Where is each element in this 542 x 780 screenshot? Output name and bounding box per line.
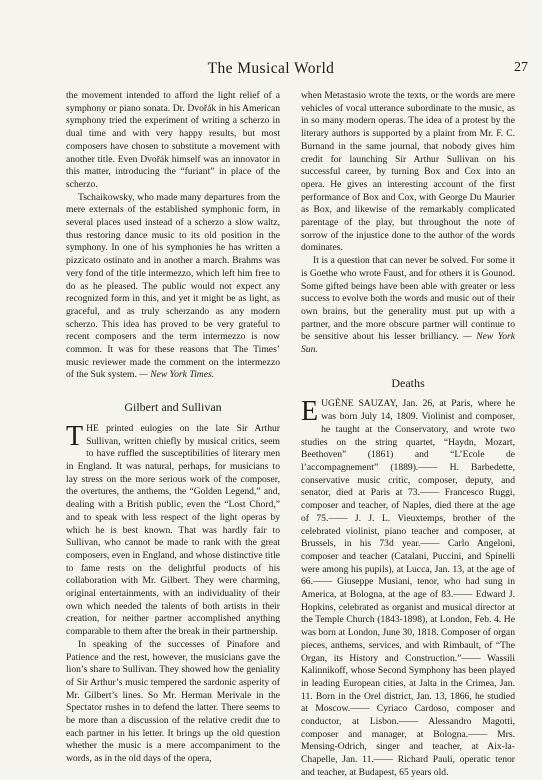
running-head — [0, 60, 542, 82]
paragraph-gs-4 — [301, 255, 515, 357]
paragraph-scherzo-2-text: Tschaikowsky, who made many departures from the mere externals of the established symphonic form, in several places used instead of a scherzo a slow waltz, thus restoring dance music to its old position in the symphony. In one of his symphonies he has written a pizzicato ostinato and in another a march. Brahms was very fond of the title intermezzo, which left him free to do as he pleased. The public would not expect any recognized form in this, and yet it might be as light, as graceful, and as truly scherzando as any modern scherzo. This idea has proved to be very grateful to recent composers and the term intermezzo is now common. It was for these reasons that The Times’ music reviewer made the comment on the intermezzo of the Suk system. — [66, 191, 280, 381]
paragraph-gs-4-text: It is a question that can never be solved. For some it is Goethe who wrote Faust, and for others it is Gounod. Some gifted beings have been able with greater or less success to evolve both the words and music out of their own brains, but the generality must put up with a partner, and the more obscure partner will continue to be sensitive about his lesser brilliancy. — [301, 255, 515, 343]
paragraph-scherzo-1: the movement intended to afford the light relief of a symphony or piano sonata. Dr. Dvořák in his American symphony tried the experiment of writing a scherzo in dual time and with very happy results, but most composers have chosen to substitute a movement with another title. Even Dvořák himself was an innovator in this matter, introducing the “furiant” in place of the scherzo. — [66, 90, 280, 190]
drop-cap-letter-deaths: E — [301, 396, 319, 428]
paragraph-gs-1-text: HE printed eulogies on the late Sir Arthur Sullivan, written chiefly by musical critics, seem to have ruffled the susceptibilities of literary men in England. It was natural, perhaps, for musicians to lay stress on the more serious work of the composer, the overtures, the anthems, the “Golden Legend,” and, dealing with a British public, even the “Lost Chord,” and to speak with less respect of the light operas by which he is best known. That was hardly fair to Sullivan, who cannot be made to rank with the great composers, even in England, and whose distinctive title to fame rests on the delightful products of his collaboration with Mr. Gilbert. They were charming, original entertainments, with an individuality of their own which needed the talents of both artists in their creation, for neither partner accomplished anything comparable to them after the break in their partnership. — [66, 422, 280, 638]
left-column — [66, 90, 280, 766]
section-heading-gilbert-sullivan: Gilbert and Sullivan — [124, 400, 222, 415]
section-heading-deaths: Deaths — [391, 375, 425, 390]
source-credit-nyt: — New York Times. — [139, 369, 215, 381]
source-credit-nysun: — New York Sun. — [301, 331, 515, 356]
running-title: The Musical World — [207, 60, 335, 77]
paragraph-gs-1 — [66, 420, 280, 639]
paragraph-gs-3: when Metastasio wrote the texts, or the words are mere vehicles of vocal utterance subordinate to the music, as in so many modern operas. The idea of a protest by the literary authors is supported by a plaint from Mr. F. C. Burnand in the same journal, that nobody gives him credit for launching Sir Arthur Sullivan on his successful career, by turning Box and Cox into an opera. He gives an interesting account of the first performance of Box and Cox, with George Du Maurier as Box, and likewise of the remarkably complicated parentage of the play, but throughout the note of sorrow of the injustice done to the author of the words dominates. — [301, 90, 515, 254]
drop-cap-letter: T — [66, 420, 84, 452]
paragraph-gs-2: In speaking of the successes of Pinafore and Patience and the rest, however, the musicians gave the lion’s share to Sullivan. They showed how the geniality of Sir Arthur’s music tempered the sardonic asperity of Mr. Gilbert’s lines. So Mr. Herman Merivale in the Spectator rushes in to defend the latter. There seems to be more than a discussion of the relative credit due to each partner in his letter. It brings up the old question whether the music is a mere accompaniment to the words, as in the old days of the opera, — [66, 638, 280, 765]
paragraph-deaths-text: UGÈNE SAUZAY, Jan. 26, at Paris, where he was born July 14, 1809. Violinist and composer, he taught at the Conservatory, and wrote two studies on the string quartet, “Haydn, Mozart, Beethoven” (1861) and “L’Ecole de l’accompagnement” (1889).—— H. Barbedette, conservative music critic, composer, deputy, and senator, died at Paris at 73.—— Francesco Ruggi, composer and teacher, of Naples, died there at the age of 75.—— J. J. L. Vieuxtemps, brother of the celebrated violinist, piano teacher and composer, at Brussels, in his 73d year.—— Carlo Angeloni, composer and teacher (Catalani, Puccini, and Spinelli were among his pupils), at Lucca, Jan. 13, at the age of 66.—— Giuseppe Musiani, tenor, who had sung in America, at Bologna, at the age of 83.—— Edward J. Hopkins, celebrated as organist and musical director at the Temple Church (1843-1898), at London, Feb. 4. He was born at London, June 30, 1818. Composer of organ pieces, anthems, services, and with Rimbault, of “The Organ, its History and Construction.”—— Wassili Kalinnikoff, whose Second Symphony has been played in leading European cities, at Jalta in the Crimea, Jan. 11. Born in the Orel district, Jan. 13, 1866, he studied at Moscow.—— Cyriaco Cardoso, composer and conductor, at Lisbon.—— Alessandro Magotti, composer and manager, at Bologna.—— Mrs. Mensing-Odrich, singer and teacher, at Aix-la-Chapelle, Jan. 11.—— Richard Pauli, operatic tenor and teacher, at Budapest, 65 years old. — [301, 398, 515, 778]
page-number: 27 — [514, 60, 528, 75]
paragraph-deaths — [301, 398, 515, 779]
right-column — [301, 90, 515, 780]
paragraph-scherzo-2 — [66, 192, 280, 383]
